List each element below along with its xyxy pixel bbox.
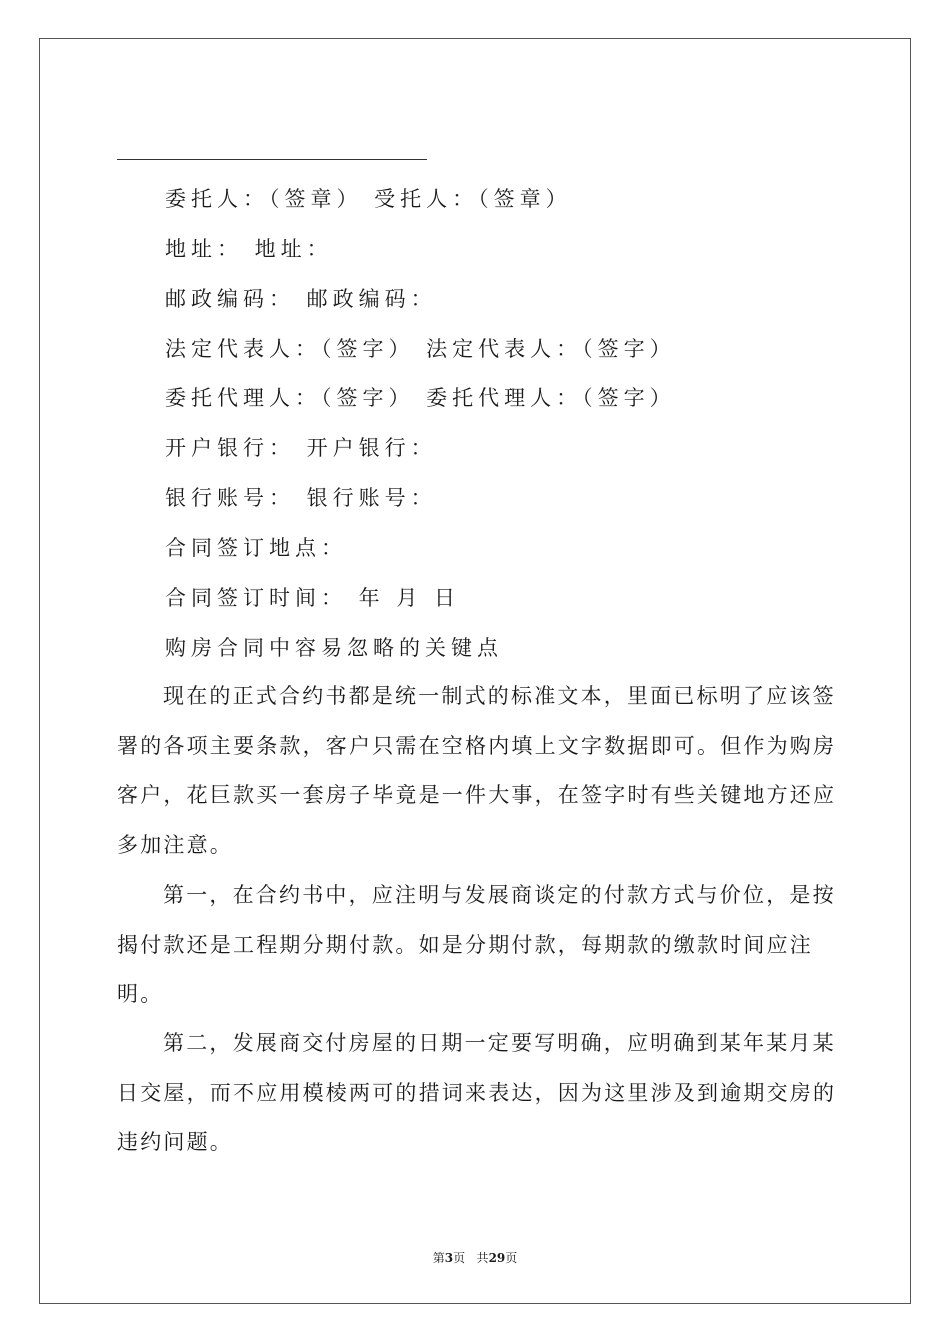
signing-place-line: 合同签订地点：: [165, 536, 347, 560]
footer-page-suffix: 页: [453, 1251, 466, 1265]
signatory-line: 委托人：（签章） 受托人：（签章）: [165, 187, 572, 211]
footer-prefix: 第: [432, 1251, 445, 1265]
footer-total-suffix: 页: [505, 1251, 518, 1265]
postcode-line: 邮政编码： 邮政编码：: [165, 287, 437, 311]
page-footer: [0, 1249, 950, 1266]
paragraph-second: 第二，发展商交付房屋的日期一定要写明确，应明确到某年某月某日交屋，而不应用模棱两可的措词来表达，因为这里涉及到逾期交房的违约问题。: [117, 1031, 837, 1154]
signing-date-line: 合同签订时间： 年 月 日: [165, 586, 461, 610]
paragraph-intro: 现在的正式合约书都是统一制式的标准文本，里面已标明了应该签署的各项主要条款，客户只需在空格内填上文字数据即可。但作为购房客户，花巨款买一套房子毕竟是一件大事，在签字时有些关键地方还应多加注意。: [117, 684, 837, 857]
address-line: 地址： 地址：: [165, 237, 333, 261]
account-line: 银行账号： 银行账号：: [165, 486, 437, 510]
total-page-count: 29: [488, 1251, 506, 1265]
agent-line: 委托代理人：（签字） 委托代理人：（签字）: [165, 386, 676, 410]
bank-line: 开户银行： 开户银行：: [165, 436, 437, 460]
current-page-number: 3: [444, 1251, 454, 1265]
paragraph-first: 第一，在合约书中，应注明与发展商谈定的付款方式与价位，是按揭付款还是工程期分期付款。如是分期付款，每期款的缴款时间应注明。: [117, 883, 836, 1006]
legal-rep-line: 法定代表人：（签字） 法定代表人：（签字）: [165, 337, 676, 361]
signature-rule: [117, 159, 427, 160]
section-heading: 购房合同中容易忽略的关键点: [165, 636, 503, 660]
footer-total-prefix: 共: [476, 1251, 489, 1265]
